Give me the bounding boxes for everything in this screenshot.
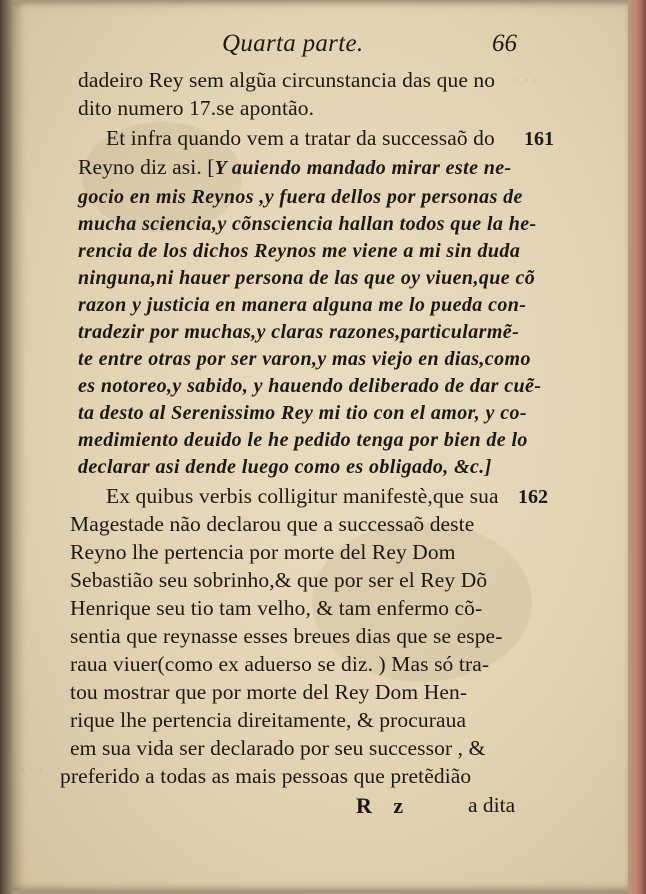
quote-line: tradezir por muchas,y claras razones,particularmẽ- [78,321,520,343]
quote-line: mucha sciencia,y cõnsciencia hallan todos que la he- [78,213,537,235]
text-line: rique lhe pertencia direitamente, & procuraua [70,708,467,732]
catchword: a dita [468,793,516,817]
running-title: Quarta parte. [222,30,364,57]
text-line: sentia que reynasse esses breues dias que se espe- [70,624,503,648]
page-edge [628,0,646,894]
text-line: Henrique seu tio tam velho, & tam enfermo cõ- [70,596,483,620]
bleed-through-text: · · · [20,760,43,780]
margin-number: 162 [518,486,548,508]
margin-number: 161 [524,128,554,150]
text-line: dadeiro Rey sem algũa circunstancia das que no [78,68,496,92]
quote-line: gocio en mis Reynos ,y fuera dellos por personas de [78,186,523,208]
text-line-start: Reyno diz asi. [ [78,155,215,179]
text-line: tou mostrar que por morte del Rey Dom Hen- [70,680,468,704]
quote-line: rencia de los dichos Reynos me viene a mi sin duda [78,240,521,262]
quote-line: razon y justicia en manera alguna me lo pueda con- [78,294,527,316]
text-line: preferido a todas as mais pessoas que pretẽdião [60,764,472,788]
quote-line: ta desto al Serenissimo Rey mi tio con el amor, y co- [78,402,527,424]
text-line [78,155,512,180]
quote-line: declarar asi dende luego como es obligado, &c.] [78,456,492,478]
italic-quote: Y auiendo mandado mirar este ne- [214,157,512,179]
text-line: em sua vida ser declarado por seu successor , & [70,736,486,760]
text-line: Et infra quando vem a tratar da successaõ do [106,126,495,150]
text-line: Sebastião seu sobrinho,& que por ser el Rey Dõ [70,568,488,592]
text-line: raua viuer(como ex aduerso se diz. ) Mas só tra- [70,652,490,676]
signature-mark: R z [356,793,412,818]
quote-line: es notoreo,y sabido, y hauendo deliberado de dar cuẽ- [78,375,542,397]
bleed-through-text: · · · [515,70,538,90]
quote-line: ninguna,ni hauer persona de las que oy viuen,que cõ [78,267,536,289]
text-line: dito numero 17.se apontão. [78,96,315,120]
quote-line: te entre otras por ser varon,y mas viejo en dias,como [78,348,531,370]
quote-line: medimiento deuido le he pedido tenga por bien de lo [78,429,528,451]
text-line: Magestade não declarou que a successaõ deste [70,512,475,536]
folio-number: 66 [492,30,517,57]
text-line: Ex quibus verbis colligitur manifestè,que sua [106,484,499,508]
text-line: Reyno lhe pertencia por morte del Rey Dom [70,540,456,564]
